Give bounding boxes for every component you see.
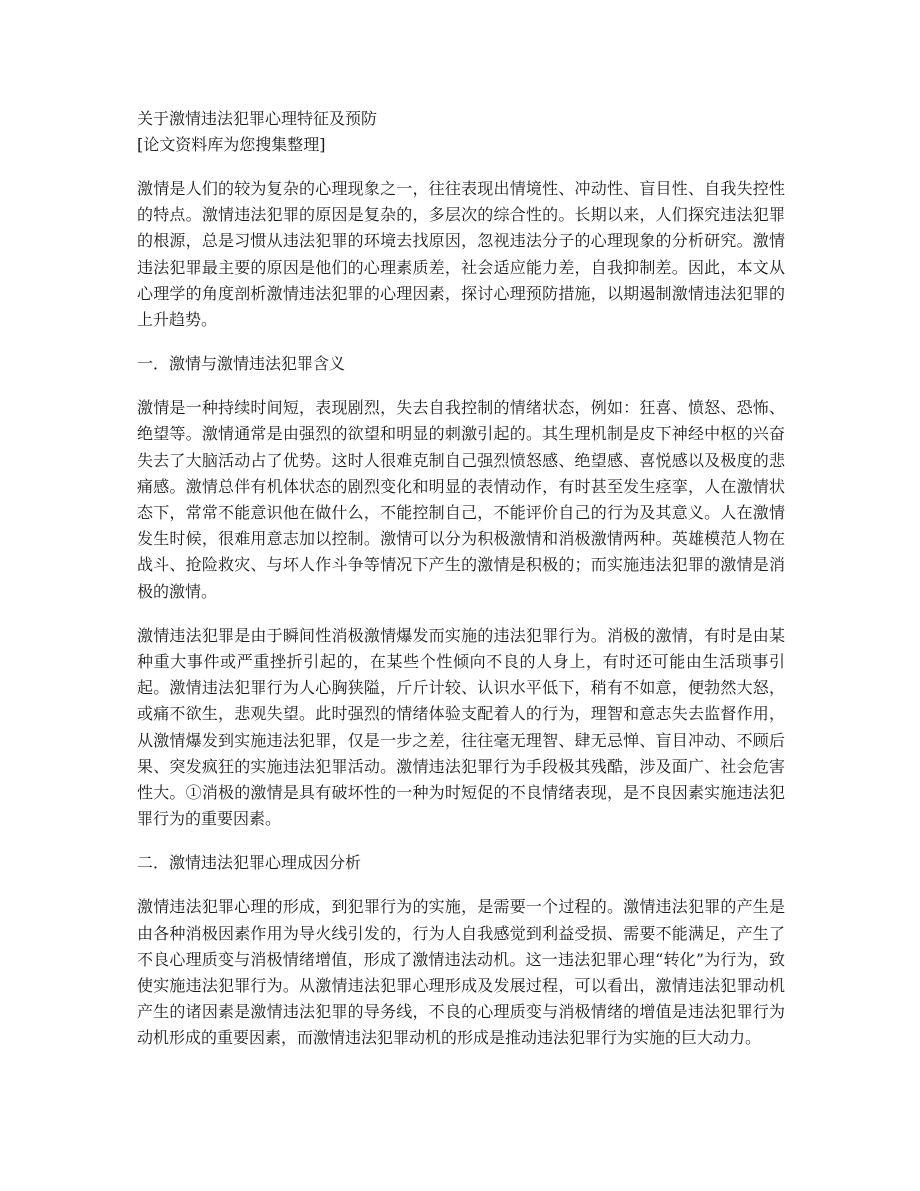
section-1-heading: 一．激情与激情违法犯罪含义	[137, 354, 346, 374]
document-page	[137, 106, 785, 1070]
section-2-heading: 二．激情违法犯罪心理成因分析	[137, 853, 362, 873]
intro-paragraph: 激情是人们的较为复杂的心理现象之一，往往表现出情境性、冲动性、盲目性、自我失控性的特点。激情违法犯罪的原因是复杂的，多层次的综合性的。长期以来，人们探究违法犯罪的根源，总是习惯从违法犯罪的环境去找原因，忽视违法分子的心理现象的分析研究。激情违法犯罪最主要的原因是他们的心理素质差，社会适应能力差，自我抑制差。因此，本文从心理学的角度剖析激情违法犯罪的心理因素，探讨心理预防措施，以期遏制激情违法犯罪的上升趋势。	[137, 179, 785, 330]
document-subtitle: [论文资料库为您搜集整理]	[137, 135, 326, 154]
section-1-paragraph-2: 激情违法犯罪是由于瞬间性消极激情爆发而实施的违法犯罪行为。消极的激情，有时是由某种重大事件或严重挫折引起的，在某些个性倾向不良的人身上，有时还可能由生活琐事引起。激情违法犯罪行为人心胸狭隘，斤斤计较、认识水平低下，稍有不如意，便勃然大怒，或痛不欲生，悲观失望。此时强烈的情绪体验支配着人的行为，理智和意志失去监督作用，从激情爆发到实施违法犯罪，仅是一步之差，往往毫无理智、肆无忌惮、盲目冲动、不顾后果、突发疯狂的实施违法犯罪活动。激情违法犯罪行为手段极其残酷，涉及面广、社会危害性大。①消极的激情是具有破坏性的一种为时短促的不良情绪表现，是不良因素实施违法犯罪行为的重要因素。	[137, 625, 785, 829]
document-title: 关于激情违法犯罪心理特征及预防	[137, 109, 378, 128]
section-2-paragraph-1: 激情违法犯罪心理的形成，到犯罪行为的实施，是需要一个过程的。激情违法犯罪的产生是由各种消极因素作用为导火线引发的，行为人自我感觉到利益受损、需要不能满足，产生了不良心理质变与消极情绪增值，形成了激情违法动机。这一违法犯罪心理“转化”为行为，致使实施违法犯罪行为。从激情违法犯罪心理形成及发展过程，可以看出，激情违法犯罪动机产生的诸因素是激情违法犯罪的导务线，不良的心理质变与消极情绪的增值是违法犯罪行为动机形成的重要因素，而激情违法犯罪动机的形成是推动违法犯罪行为实施的巨大动力。	[137, 897, 785, 1048]
section-1-paragraph-1: 激情是一种持续时间短，表现剧烈，失去自我控制的情绪状态，例如：狂喜、愤怒、恐怖、绝望等。激情通常是由强烈的欲望和明显的刺激引起的。其生理机制是皮下神经中枢的兴奋失去了大脑活动占了优势。这时人很难克制自己强烈愤怒感、绝望感、喜悦感以及极度的悲痛感。激情总伴有机体状态的剧烈变化和明显的表情动作，有时甚至发生痉挛，人在激情状态下，常常不能意识他在做什么，不能控制自己，不能评价自己的行为及其意义。人在激情发生时候，很难用意志加以控制。激情可以分为积极激情和消极激情两种。英雄模范人物在战斗、抢险救灾、与坏人作斗争等情况下产生的激情是积极的；而实施违法犯罪的激情是消极的激情。	[137, 398, 785, 601]
